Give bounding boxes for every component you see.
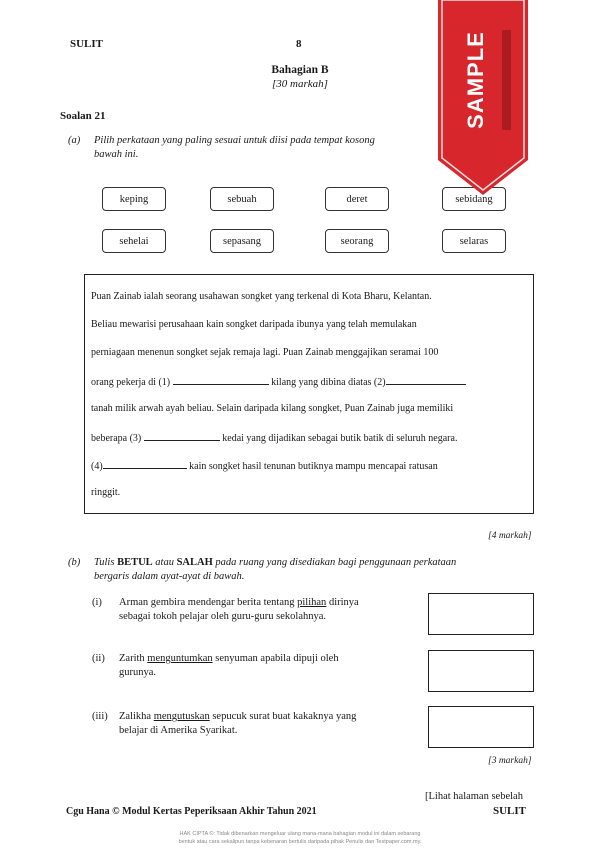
- item-post: dirinya: [326, 597, 359, 608]
- next-page-note: [Lihat halaman sebelah: [425, 791, 523, 802]
- item-number: (i): [92, 597, 102, 608]
- passage-line: [91, 375, 466, 388]
- instr-text: Tulis: [94, 557, 118, 568]
- page-number: 8: [296, 38, 302, 50]
- item-post: sepucuk surat buat kakaknya yang: [209, 711, 357, 722]
- blank-4[interactable]: [103, 459, 187, 469]
- instr-text: pada ruang yang disediakan bagi penggunaan perkataan: [212, 557, 457, 568]
- part-b-marks: [3 markah]: [488, 756, 532, 766]
- word-box: sebuah: [210, 187, 274, 211]
- footer-credit: Cgu Hana © Modul Kertas Peperiksaan Akhir Tahun 2021: [66, 806, 317, 817]
- word-box: sehelai: [102, 229, 166, 253]
- passage-line: ringgit.: [91, 487, 121, 498]
- item-line2: belajar di Amerika Syarikat.: [119, 725, 238, 736]
- item-text: [119, 596, 409, 610]
- part-a-instruction-line1: Pilih perkataan yang paling sesuai untuk diisi pada tempat kosong: [94, 135, 375, 146]
- blank-1[interactable]: [173, 375, 269, 385]
- section-title: Bahagian B: [271, 64, 329, 76]
- word-box: sebidang: [442, 187, 506, 211]
- instr-text: atau: [152, 557, 177, 568]
- section-marks: [30 markah]: [272, 78, 328, 90]
- answer-box-ii[interactable]: [428, 650, 534, 692]
- passage-text: (4): [91, 461, 103, 472]
- part-b-instruction-line2: bergaris dalam ayat-ayat di bawah.: [94, 571, 245, 582]
- item-underlined-word: pilihan: [297, 597, 327, 608]
- item-number: (iii): [92, 711, 108, 722]
- passage-box: [84, 274, 534, 514]
- word-betul: BETUL: [117, 557, 153, 568]
- part-b-label: (b): [68, 557, 81, 568]
- word-box: keping: [102, 187, 166, 211]
- part-b-instruction-line1: [94, 556, 456, 569]
- passage-line: [91, 459, 438, 472]
- copyright-line: bentuk atau cara sekalipun tanpa kebenaran bertulis daripada pihak Penulis dan Testpaper.com.my.: [178, 839, 422, 845]
- question-label: Soalan 21: [60, 110, 106, 122]
- item-line2: gurunya.: [119, 667, 157, 678]
- passage-line: Puan Zainab ialah seorang usahawan songket yang terkenal di Kota Bharu, Kelantan.: [91, 291, 432, 302]
- word-box: seorang: [325, 229, 389, 253]
- passage-line: perniagaan menenun songket sejak remaja lagi. Puan Zainab menggajikan seramai 100: [91, 347, 439, 358]
- passage-line: tanah milik arwah ayah beliau. Selain daripada kilang songket, Puan Zainab juga memiliki: [91, 403, 454, 414]
- answer-box-iii[interactable]: [428, 706, 534, 748]
- passage-text: kedai yang dijadikan sebagai butik batik di seluruh negara.: [222, 433, 458, 444]
- passage-text: orang pekerja di (1): [91, 377, 171, 388]
- answer-box-i[interactable]: [428, 593, 534, 635]
- watermark-text-wrap: [438, 0, 528, 160]
- passage-text: kain songket hasil tenunan butiknya mampu mencapai ratusan: [189, 461, 438, 472]
- item-underlined-word: mengutuskan: [153, 711, 210, 722]
- blank-3[interactable]: [144, 431, 220, 441]
- item-number: (ii): [92, 653, 105, 664]
- word-box: sepasang: [210, 229, 274, 253]
- item-line2: sebagai tokoh pelajar oleh guru-guru sekolahnya.: [119, 611, 327, 622]
- part-a-label: (a): [68, 135, 81, 146]
- part-a-instruction-line2: bawah ini.: [94, 149, 139, 160]
- passage-line: [91, 431, 457, 444]
- copyright-line: HAK CIPTA ©: Tidak dibenarkan mengeluar ulang mana-mana bahagian modul ini dalam sebarang: [179, 831, 421, 837]
- item-post: senyuman apabila dipuji oleh: [212, 653, 339, 664]
- item-underlined-word: menguntumkan: [147, 653, 213, 664]
- footer-sulit: SULIT: [493, 805, 527, 817]
- passage-line: Beliau mewarisi perusahaan kain songket daripada ibunya yang telah memulakan: [91, 319, 417, 330]
- item-text: [119, 652, 409, 666]
- part-a-marks: [4 markah]: [488, 531, 532, 541]
- passage-text: beberapa (3): [91, 433, 142, 444]
- blank-2[interactable]: [386, 375, 466, 385]
- header-sulit: SULIT: [70, 38, 104, 50]
- item-pre: Zalikha: [119, 711, 154, 722]
- watermark-text: SAMPLE: [463, 31, 488, 129]
- item-pre: Zarith: [119, 653, 148, 664]
- word-box: selaras: [442, 229, 506, 253]
- word-salah: SALAH: [176, 557, 213, 568]
- passage-text: kilang yang dibina diatas (2): [271, 377, 386, 388]
- copyright-notice: [0, 830, 600, 846]
- word-box: deret: [325, 187, 389, 211]
- item-pre: Arman gembira mendengar berita tentang: [119, 597, 298, 608]
- item-text: [119, 710, 409, 724]
- sample-watermark: [438, 0, 528, 200]
